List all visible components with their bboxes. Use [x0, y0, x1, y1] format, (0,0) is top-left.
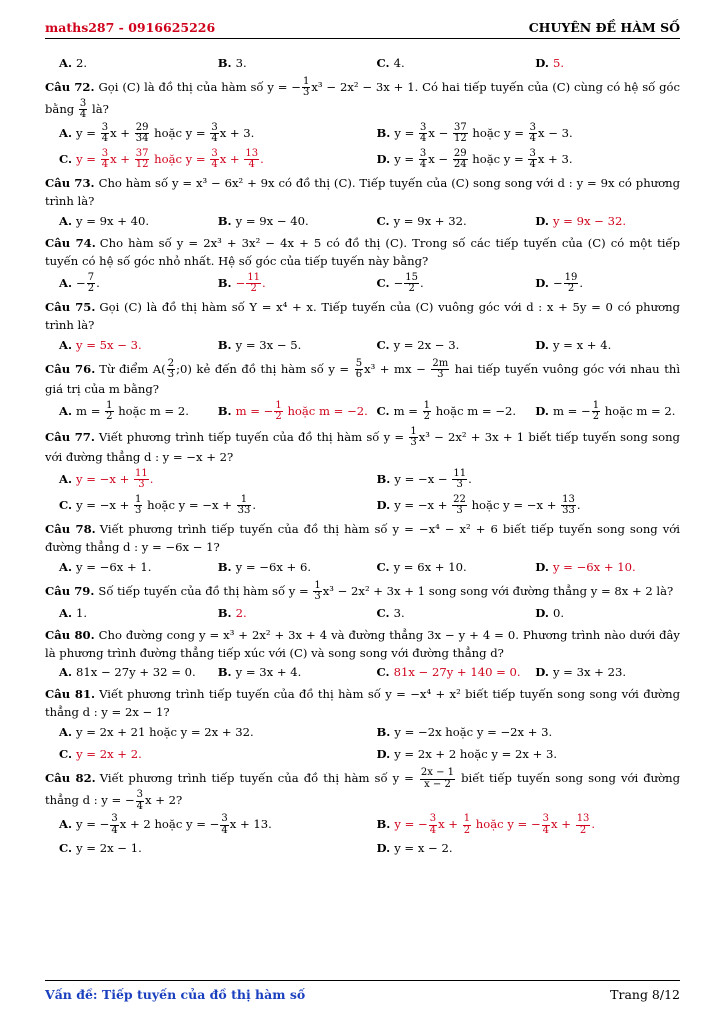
q72-options-row2: [45, 149, 680, 171]
question-82: Câu 82. Viết phương trình tiếp tuyến của đồ thị hàm số y = $\frac{2x - 1}{x - 2}$ biết tiếp tuyến song song với đường thẳng d : y = − $\frac{3}{4}$ x + 2?: [45, 767, 680, 812]
q82-option-a: A. y = − $\frac{3}{4}$ x + 2 hoặc y = − $\frac{3}{4}$ x + 13.: [59, 813, 272, 836]
q77-option-d: D. y = −x + $\frac{22}{3}$ hoặc y = −x + $\frac{13}{33}$ .: [376, 493, 581, 517]
q80-option-c: C. 81x − 27y + 140 = 0.: [376, 665, 521, 680]
q72-option-c: C. y = $\frac{3}{4}$ x + $\frac{37}{12}$ hoặc y = $\frac{3}{4}$ x + $\frac{13}{4}$ .: [59, 147, 264, 171]
q76-options: [45, 401, 680, 423]
question-75: Câu 75. Gọi (C) là đồ thị hàm số Y = x⁴ + x. Tiếp tuyến của (C) vuông góc với d : x + 5y = 0 có phương trình là?: [45, 299, 680, 332]
q82-option-d: D. y = x − 2.: [376, 841, 453, 856]
question-77: Câu 77. Viết phương trình tiếp tuyến của đồ thị hàm số y = $\frac{1}{3}$ x³ − 2x² + 3x + 1 biết tiếp tuyến song song với đường thẳng d : y = −x + 2?: [45, 425, 680, 464]
q81-options-row2: [45, 746, 680, 764]
page-number: Trang 8/12: [610, 987, 680, 1002]
q76-option-b: B. m = − $\frac{1}{2}$ hoặc m = −2.: [217, 399, 368, 423]
q81-option-c: C. y = 2x + 2.: [59, 747, 142, 762]
q77-options-row1: [45, 469, 680, 491]
q75-options: [45, 337, 680, 355]
q74-option-c: C. − $\frac{15}{2}$ .: [376, 271, 424, 295]
q73-option-a: A. y = 9x + 40.: [59, 213, 150, 228]
q80-option-b: B. y = 3x + 4.: [217, 665, 302, 680]
q73-option-c: C. y = 9x + 32.: [376, 213, 467, 228]
q82-option-c: C. y = 2x − 1.: [59, 841, 142, 856]
q75-option-a: A. y = 5x − 3.: [59, 337, 142, 352]
q73-option-b: B. y = 9x − 40.: [217, 213, 309, 228]
q82-option-b: B. y = − $\frac{3}{4}$ x + $\frac{1}{2}$ hoặc y = − $\frac{3}{4}$ x + $\frac{13}{2}$ .: [376, 813, 596, 836]
question-80: Câu 80. Cho đường cong y = x³ + 2x² + 3x + 4 và đường thẳng 3x − y + 4 = 0. Phương trình nào dưới đây là phương trình đường thẳng tiếp xúc với (C) và song song với đường thẳng d?: [45, 627, 680, 660]
page-content: [45, 55, 680, 862]
topic-title: CHUYÊN ĐỀ HÀM SỐ: [528, 20, 680, 35]
prev-options: [45, 55, 680, 73]
q76-option-c: C. m = $\frac{1}{2}$ hoặc m = −2.: [376, 399, 517, 423]
option-d: D. 5.: [535, 56, 564, 70]
q80-option-a: A. 81x − 27y + 32 = 0.: [59, 665, 196, 680]
question-72: Câu 72. Gọi (C) là đồ thị của hàm số y = − $\frac{1}{3}$ x³ − 2x² − 3x + 1. Có hai tiếp tuyến của (C) cùng có hệ số góc bằng $\frac{3}{4}$ là?: [45, 75, 680, 121]
question-74: Câu 74. Cho hàm số y = 2x³ + 3x² − 4x + 5 có đồ thị (C). Trong số các tiếp tuyến của (C) có một tiếp tuyến có hệ số góc nhỏ nhất. Hệ số góc của tiếp tuyến này bằng?: [45, 235, 680, 268]
option-b: B. 3.: [217, 56, 247, 70]
q78-option-d: D. y = −6x + 10.: [535, 559, 636, 574]
q80-option-d: D. y = 3x + 23.: [535, 665, 627, 680]
q82-options-row1: [45, 814, 680, 836]
page-footer: [45, 980, 680, 1002]
q72-option-a: A. y = $\frac{3}{4}$ x + $\frac{29}{34}$ hoặc y = $\frac{3}{4}$ x + 3.: [59, 121, 255, 145]
q77-option-a: A. y = −x + $\frac{11}{3}$ .: [59, 467, 154, 491]
author-contact: maths287 - 0916625226: [45, 20, 216, 35]
q72-options-row1: [45, 123, 680, 145]
q78-option-c: C. y = 6x + 10.: [376, 559, 467, 574]
q74-options: [45, 273, 680, 295]
question-73: Câu 73. Cho hàm số y = x³ − 6x² + 9x có đồ thị (C). Tiếp tuyến của (C) song song với d : y = 9x có phương trình là?: [45, 175, 680, 208]
q77-option-c: C. y = −x + $\frac{1}{3}$ hoặc y = −x + $\frac{1}{33}$ .: [59, 493, 257, 517]
q79-options: [45, 605, 680, 623]
q73-options: [45, 213, 680, 231]
q81-option-b: B. y = −2x hoặc y = −2x + 3.: [376, 725, 553, 740]
q76-option-d: D. m = − $\frac{1}{2}$ hoặc m = 2.: [535, 399, 676, 423]
q79-option-b: B. 2.: [217, 605, 247, 620]
question-76: Câu 76. Từ điểm A( $\frac{2}{3}$ ;0) kẻ đến đồ thị hàm số y = $\frac{5}{6}$ x³ + mx − $\frac{2m}{3}$ hai tiếp tuyến vuông góc với nhau thì giá trị của m bằng?: [45, 357, 681, 396]
q73-option-d: D. y = 9x − 32.: [535, 213, 627, 228]
q74-option-d: D. − $\frac{19}{2}$ .: [535, 271, 584, 295]
q81-option-d: D. y = 2x + 2 hoặc y = 2x + 3.: [376, 747, 558, 762]
option-a: A. 2.: [59, 56, 88, 70]
page-header: [45, 18, 680, 39]
q77-option-b: B. y = −x − $\frac{11}{3}$ .: [376, 467, 472, 491]
q74-option-a: A. − $\frac{7}{2}$ .: [59, 271, 100, 295]
chapter-title: Vấn đề: Tiếp tuyến của đồ thị hàm số: [45, 987, 306, 1002]
q79-option-a: A. 1.: [59, 605, 88, 620]
q75-option-c: C. y = 2x − 3.: [376, 337, 460, 352]
q81-option-a: A. y = 2x + 21 hoặc y = 2x + 32.: [59, 725, 254, 740]
q76-option-a: A. m = $\frac{1}{2}$ hoặc m = 2.: [59, 399, 189, 423]
q74-option-b: B. − $\frac{11}{2}$ .: [217, 271, 266, 295]
q79-option-d: D. 0.: [535, 605, 564, 620]
q75-option-b: B. y = 3x − 5.: [217, 337, 302, 352]
q79-option-c: C. 3.: [376, 605, 405, 620]
question-78: Câu 78. Viết phương trình tiếp tuyến của đồ thị hàm số y = −x⁴ − x² + 6 biết tiếp tuyến song song với đường thẳng d : y = −6x − 1?: [45, 521, 680, 554]
q75-option-d: D. y = x + 4.: [535, 337, 612, 352]
q77-options-row2: [45, 495, 680, 517]
q82-options-row2: [45, 840, 680, 858]
question-81: Câu 81. Viết phương trình tiếp tuyến của đồ thị hàm số y = −x⁴ + x² biết tiếp tuyến song song với đường thẳng d : y = 2x − 1?: [45, 687, 680, 720]
q80-options: [45, 664, 680, 682]
q72-option-b: B. y = $\frac{3}{4}$ x − $\frac{37}{12}$ hoặc y = $\frac{3}{4}$ x − 3.: [376, 121, 573, 145]
option-c: C. 4.: [376, 56, 405, 70]
q78-option-b: B. y = −6x + 6.: [217, 559, 312, 574]
q78-option-a: A. y = −6x + 1.: [59, 559, 152, 574]
q72-option-d: D. y = $\frac{3}{4}$ x − $\frac{29}{24}$ hoặc y = $\frac{3}{4}$ x + 3.: [376, 147, 573, 171]
q81-options-row1: [45, 724, 680, 742]
q78-options: [45, 559, 680, 577]
question-79: Câu 79. Số tiếp tuyến của đồ thị hàm số y = $\frac{1}{3}$ x³ − 2x² + 3x + 1 song song với đường thẳng y = 8x + 2 là?: [45, 579, 674, 603]
